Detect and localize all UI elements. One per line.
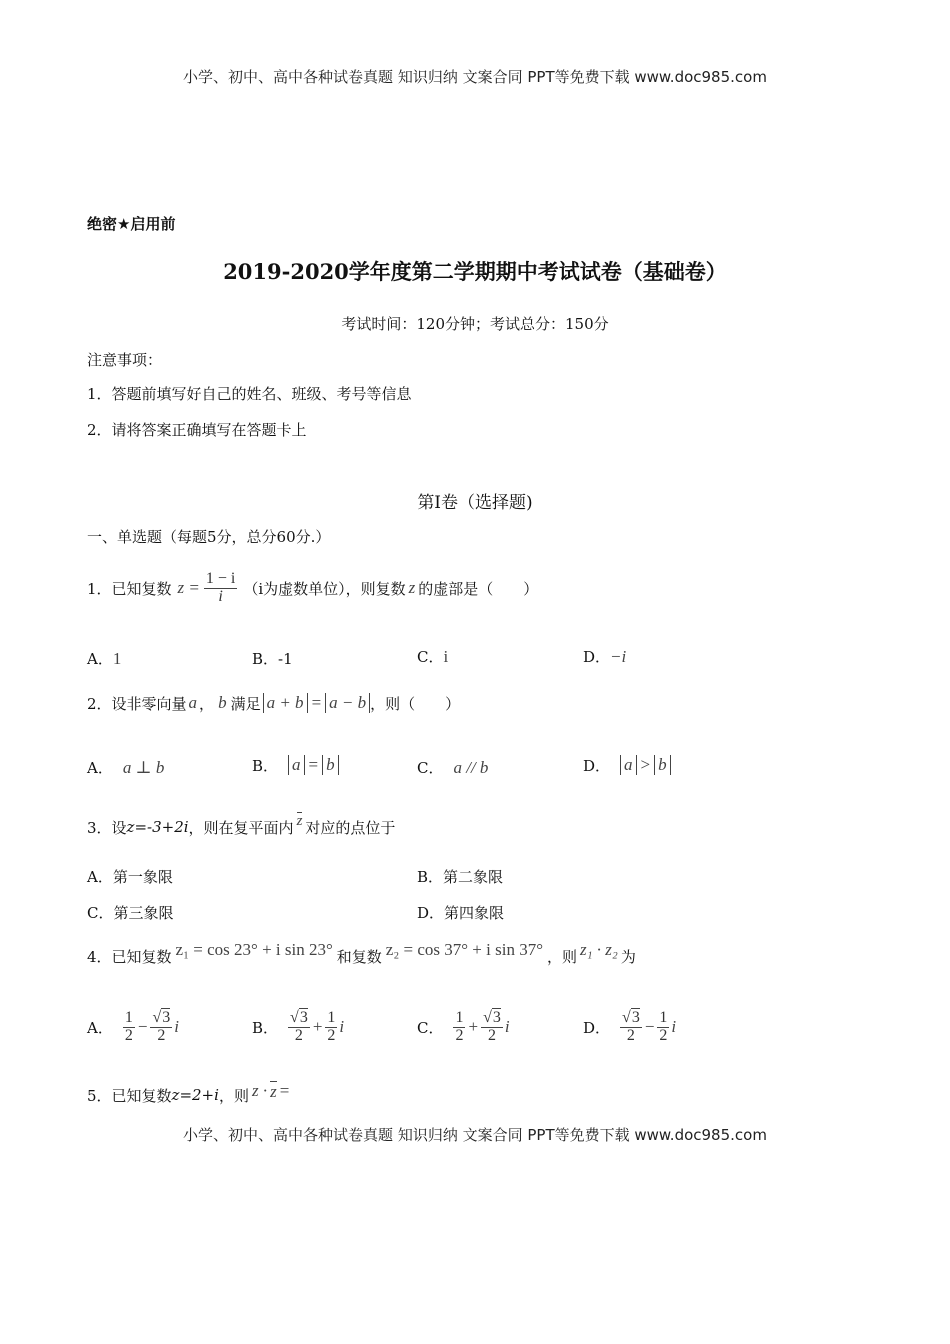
- operator: −: [137, 1017, 148, 1036]
- option-label: A．: [87, 650, 113, 668]
- fraction: [204, 571, 237, 606]
- abs-expression: a: [620, 755, 637, 775]
- formula-z1: z₁ = cos 23° + i sin 23°: [175, 940, 333, 959]
- fraction-numerator: √3: [622, 1008, 640, 1026]
- exam-info: 考试时间：120分钟；考试总分：150分: [341, 315, 609, 333]
- question-4: [87, 938, 636, 974]
- fraction-denominator: 2: [157, 1026, 166, 1044]
- fraction-denominator: 2: [124, 1026, 133, 1044]
- question-text: ，则（ ）: [370, 694, 461, 713]
- abs-expression: b: [654, 755, 671, 775]
- imaginary-unit: i: [339, 1017, 345, 1036]
- conjugate-var: z: [296, 813, 303, 829]
- option: [87, 648, 121, 669]
- header-banner: 小学、初中、高中各种试卷真题 知识归纳 文案合同 PPT等免费下载 www.doc985.com: [183, 68, 767, 86]
- question-text: ，则: [218, 1086, 249, 1105]
- fraction: [657, 1010, 669, 1045]
- equals-sign: =: [311, 693, 322, 712]
- part-title: 第I卷（选择题): [417, 493, 533, 513]
- option-label: D．: [417, 904, 445, 922]
- question-text: 满足: [230, 694, 261, 713]
- operator: >: [640, 755, 651, 774]
- abs-expression: a + b: [263, 693, 308, 713]
- option-value: a // b: [453, 757, 489, 777]
- question-text: ，则在复平面内: [188, 818, 294, 837]
- fraction-denominator: 2: [487, 1026, 496, 1044]
- abs-expression: a: [288, 755, 305, 775]
- operator: −: [644, 1017, 655, 1036]
- section-title: 一、单选题（每题5分，总分60分.）: [87, 528, 331, 546]
- formula-z2: z₂ = cos 37° + i sin 37°: [385, 940, 543, 959]
- fraction-numerator: 1 − i: [205, 569, 236, 587]
- operator: =: [308, 755, 319, 774]
- option: [583, 646, 626, 667]
- abs-expression: b: [322, 755, 339, 775]
- fraction-numerator: √3: [290, 1008, 308, 1026]
- fraction-denominator: 2: [626, 1026, 635, 1044]
- question-3: [87, 812, 395, 842]
- option: [417, 757, 488, 778]
- question-text: 的虚部是（ ）: [418, 579, 539, 598]
- abs-expression: a − b: [325, 693, 370, 713]
- option-value: -1: [278, 650, 293, 668]
- fraction: [325, 1010, 337, 1045]
- fraction-denominator: 2: [294, 1026, 303, 1044]
- option: [252, 648, 293, 669]
- math-var: b: [218, 693, 227, 712]
- option-value: 第四象限: [444, 904, 505, 922]
- option-value: a ⊥ b: [122, 757, 165, 777]
- imaginary-unit: i: [671, 1017, 677, 1036]
- fraction-numerator: 1: [455, 1008, 464, 1026]
- option-label: A．: [87, 1018, 113, 1037]
- fraction-denominator: i: [218, 587, 223, 605]
- imaginary-unit: i: [174, 1017, 179, 1036]
- option-value: 第三象限: [113, 904, 174, 922]
- question-text: ，则: [547, 947, 578, 966]
- fraction: [453, 1010, 465, 1045]
- option-value: 第一象限: [112, 868, 173, 886]
- formula-lhs: z =: [177, 578, 200, 597]
- fraction-numerator: √3: [483, 1008, 501, 1026]
- option: [87, 757, 164, 778]
- question-text: （i为虚数单位），则复数: [243, 579, 406, 598]
- option: [417, 646, 448, 667]
- question-1: [87, 563, 538, 613]
- question-text: 3．设: [87, 818, 127, 837]
- question-text: 和复数: [336, 947, 382, 966]
- question-text: 1．已知复数: [87, 579, 172, 598]
- fraction: [288, 1010, 310, 1045]
- fraction: [481, 1010, 503, 1045]
- fraction-numerator: 1: [659, 1008, 668, 1026]
- fraction-numerator: 1: [124, 1008, 133, 1026]
- formula-product: z₁ · z₂: [580, 940, 618, 959]
- option: [252, 750, 339, 780]
- fraction-denominator: 2: [327, 1026, 336, 1044]
- math-expression: z=2+i: [171, 1086, 219, 1104]
- option-value: 1: [112, 649, 122, 668]
- imaginary-unit: i: [504, 1017, 510, 1036]
- notes-heading: 注意事项：: [87, 351, 163, 369]
- fraction-numerator: 1: [327, 1008, 336, 1026]
- option: [583, 1000, 676, 1054]
- option: [417, 902, 504, 923]
- fraction-denominator: 2: [455, 1026, 464, 1044]
- option: [417, 1000, 510, 1054]
- option: [583, 750, 671, 780]
- option: [87, 902, 174, 923]
- question-5: [87, 1082, 289, 1108]
- option-label: D．: [583, 1018, 611, 1037]
- option-label: D．: [583, 648, 611, 666]
- math-var: z: [408, 578, 416, 597]
- fraction: [123, 1010, 135, 1045]
- option-label: C．: [417, 648, 444, 666]
- page-title: 2019-2020学年度第二学期期中考试试卷（基础卷）: [223, 259, 727, 284]
- option-label: B．: [252, 756, 279, 775]
- option-label: B．: [417, 868, 444, 886]
- formula-z: z ·: [251, 1081, 268, 1100]
- option-label: D．: [583, 756, 611, 775]
- option-label: A．: [87, 759, 113, 777]
- fraction-numerator: √3: [152, 1008, 171, 1026]
- note-item: 1．答题前填写好自己的姓名、班级、考号等信息: [87, 385, 412, 403]
- option-value: 第二象限: [443, 868, 504, 886]
- operator: +: [468, 1017, 479, 1036]
- conjugate-var: z: [270, 1081, 277, 1101]
- question-text: 对应的点位于: [305, 818, 396, 837]
- option-value: −i: [610, 647, 627, 666]
- option-label: C．: [417, 759, 444, 777]
- question-text: 为: [620, 947, 636, 966]
- fraction-denominator: 2: [659, 1026, 668, 1044]
- question-text: ，: [199, 694, 215, 713]
- question-text: 5．已知复数: [87, 1086, 172, 1105]
- option: [87, 1000, 179, 1054]
- question-text: 4．已知复数: [87, 947, 172, 966]
- operator: +: [312, 1017, 323, 1036]
- option-label: A．: [87, 868, 113, 886]
- option-value: i: [443, 647, 449, 666]
- note-item: 2．请将答案正确填写在答题卡上: [87, 421, 307, 439]
- option-label: C．: [417, 1018, 444, 1037]
- question-text: 2．设非零向量: [87, 694, 187, 713]
- math-var: a: [188, 693, 198, 712]
- footer-banner: 小学、初中、高中各种试卷真题 知识归纳 文案合同 PPT等免费下载 www.doc985.com: [183, 1126, 767, 1144]
- option-label: B．: [252, 650, 279, 668]
- secret-label: 绝密★启用前: [87, 215, 176, 233]
- option: [417, 866, 503, 887]
- fraction: [620, 1010, 642, 1045]
- option-label: B．: [252, 1018, 279, 1037]
- equals-sign: =: [279, 1081, 290, 1100]
- fraction: [150, 1010, 172, 1045]
- option-label: C．: [87, 904, 114, 922]
- option: [87, 866, 173, 887]
- question-2: [87, 683, 460, 723]
- math-expression: z=-3+2i: [126, 818, 189, 836]
- option: [252, 1000, 344, 1054]
